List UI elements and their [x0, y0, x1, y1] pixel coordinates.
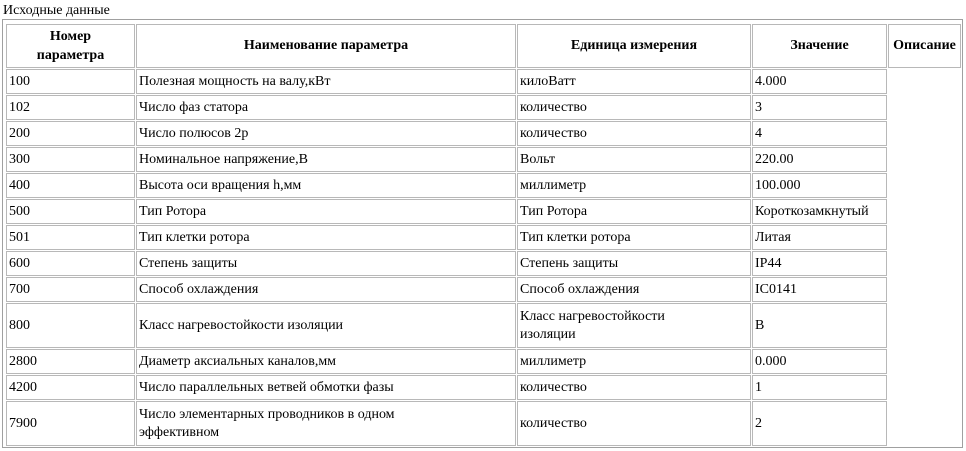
cell-text: 501	[9, 229, 30, 245]
cell-name	[136, 251, 516, 276]
cell-num	[6, 121, 135, 146]
cell-text: Тип клетки ротора	[139, 229, 250, 245]
cell-value	[752, 349, 887, 374]
cell-text: 800	[9, 317, 30, 333]
cell-value	[752, 251, 887, 276]
cell-num	[6, 95, 135, 120]
cell-text: 7900	[9, 415, 37, 431]
parameters-table	[2, 19, 963, 448]
cell-text: IP44	[755, 255, 782, 271]
cell-text: Степень защиты	[520, 255, 619, 271]
header-unit	[517, 24, 751, 68]
cell-name	[136, 349, 516, 374]
cell-text: 100.000	[755, 177, 801, 193]
cell-num	[6, 277, 135, 302]
cell-num	[6, 251, 135, 276]
cell-num	[6, 199, 135, 224]
cell-unit	[517, 121, 751, 146]
header-label: Наименование параметра	[243, 38, 409, 53]
cell-text: 300	[9, 151, 30, 167]
cell-text: 0.000	[755, 353, 787, 369]
cell-text: Тип Ротора	[139, 203, 207, 219]
text-line: изоляции	[520, 326, 576, 342]
cell-name	[136, 147, 516, 172]
cell-text: 4	[755, 125, 762, 141]
cell-value	[752, 375, 887, 400]
cell-name	[136, 375, 516, 400]
cell-unit	[517, 95, 751, 120]
cell-num	[6, 349, 135, 374]
cell-text: Литая	[755, 229, 791, 245]
cell-name	[136, 199, 516, 224]
header-label: Значение	[790, 38, 849, 53]
cell-text: количество	[520, 125, 587, 141]
cell-text: Номинальное напряжение,В	[139, 151, 308, 167]
cell-name	[136, 277, 516, 302]
cell-text: Диаметр аксиальных каналов,мм	[139, 353, 337, 369]
cell-text: Вольт	[520, 151, 556, 167]
cell-num	[6, 69, 135, 94]
cell-text: количество	[520, 415, 587, 431]
text-line: Класс нагревостойкости	[520, 308, 665, 324]
cell-name	[136, 401, 516, 446]
cell-text: миллиметр	[520, 177, 587, 193]
text-line: эффективном	[139, 424, 220, 440]
cell-text: 400	[9, 177, 30, 193]
page-caption: Исходные данные	[3, 3, 110, 18]
text-line: параметра	[36, 48, 105, 63]
cell-value	[752, 303, 887, 348]
cell-text: 2800	[9, 353, 37, 369]
cell-unit	[517, 349, 751, 374]
cell-text: Способ охлаждения	[520, 281, 640, 297]
cell-unit	[517, 225, 751, 250]
cell-num	[6, 147, 135, 172]
cell-unit	[517, 375, 751, 400]
cell-text: Короткозамкнутый	[755, 203, 869, 219]
header-label: Единица измерения	[570, 38, 698, 53]
header-desc	[888, 24, 961, 68]
cell-unit	[517, 251, 751, 276]
cell-text: 200	[9, 125, 30, 141]
cell-text: Число полюсов 2p	[139, 125, 249, 141]
cell-unit	[517, 147, 751, 172]
header-label: Описание	[893, 38, 956, 53]
cell-text: килоВатт	[520, 73, 576, 89]
cell-name	[136, 303, 516, 348]
cell-text: 500	[9, 203, 30, 219]
cell-unit	[517, 277, 751, 302]
cell-value	[752, 121, 887, 146]
cell-num	[6, 225, 135, 250]
cell-text: Число параллельных ветвей обмотки фазы	[139, 379, 394, 395]
cell-name	[136, 95, 516, 120]
cell-text: 1	[755, 379, 762, 395]
cell-text: 102	[9, 99, 30, 115]
cell-text: Высота оси вращения h,мм	[139, 177, 302, 193]
cell-text: количество	[520, 379, 587, 395]
cell-text: Степень защиты	[139, 255, 238, 271]
cell-num	[6, 375, 135, 400]
cell-name	[136, 69, 516, 94]
cell-text: 600	[9, 255, 30, 271]
cell-text: IC0141	[755, 281, 797, 297]
cell-name	[136, 225, 516, 250]
cell-value	[752, 95, 887, 120]
header-label	[37, 27, 104, 65]
cell-unit	[517, 303, 751, 348]
cell-text: 220.00	[755, 151, 794, 167]
text-line: Число элементарных проводников в одном	[139, 406, 395, 422]
cell-num	[6, 401, 135, 446]
cell-value	[752, 173, 887, 198]
cell-num	[6, 173, 135, 198]
header-num	[6, 24, 135, 68]
cell-text: B	[755, 317, 765, 333]
cell-text: Число фаз статора	[139, 99, 249, 115]
cell-value	[752, 199, 887, 224]
cell-text	[139, 406, 395, 442]
cell-text: 4.000	[755, 73, 787, 89]
cell-name	[136, 173, 516, 198]
cell-value	[752, 277, 887, 302]
cell-text: количество	[520, 99, 587, 115]
cell-text: 3	[755, 99, 762, 115]
cell-text: миллиметр	[520, 353, 587, 369]
cell-unit	[517, 173, 751, 198]
cell-text: Полезная мощность на валу,кВт	[139, 73, 331, 89]
cell-text: Класс нагревостойкости изоляции	[139, 317, 344, 333]
cell-num	[6, 303, 135, 348]
cell-value	[752, 147, 887, 172]
cell-text: 4200	[9, 379, 37, 395]
cell-text: 700	[9, 281, 30, 297]
cell-value	[752, 69, 887, 94]
header-name	[136, 24, 516, 68]
cell-unit	[517, 401, 751, 446]
cell-text	[520, 308, 665, 344]
cell-text: Способ охлаждения	[139, 281, 259, 297]
cell-text: Тип клетки ротора	[520, 229, 631, 245]
cell-value	[752, 225, 887, 250]
cell-value	[752, 401, 887, 446]
cell-unit	[517, 199, 751, 224]
header-value	[752, 24, 887, 68]
cell-text: 2	[755, 415, 762, 431]
cell-name	[136, 121, 516, 146]
cell-text: Тип Ротора	[520, 203, 588, 219]
cell-text: 100	[9, 73, 30, 89]
cell-unit	[517, 69, 751, 94]
text-line: Номер	[49, 29, 92, 44]
